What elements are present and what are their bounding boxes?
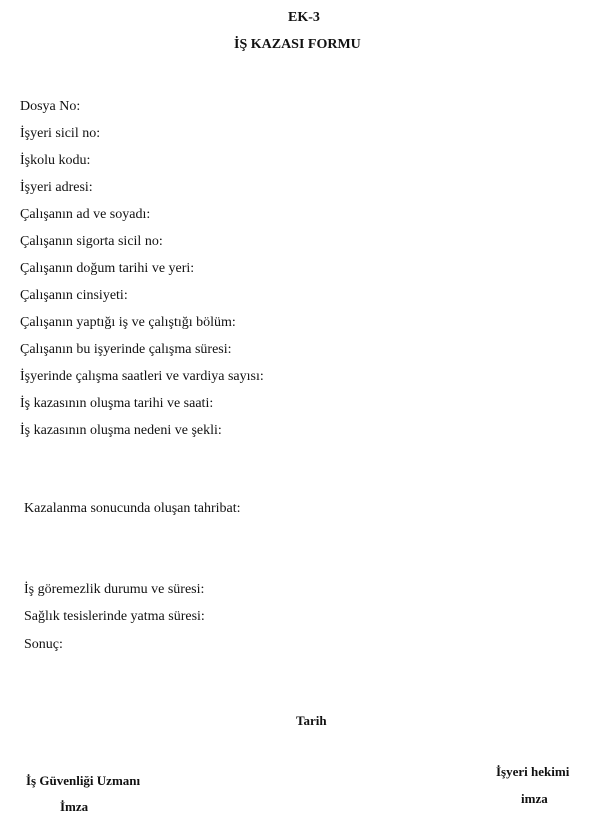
field-accident-damage: Kazalanma sonucunda oluşan tahribat: <box>24 501 241 516</box>
field-workplace-registry-no: İşyeri sicil no: <box>20 126 101 141</box>
field-employee-insurance-no: Çalışanın sigorta sicil no: <box>20 234 163 249</box>
field-hospital-stay: Sağlık tesislerinde yatma süresi: <box>24 609 205 624</box>
field-workplace-address: İşyeri adresi: <box>20 180 93 195</box>
field-employee-name: Çalışanın ad ve soyadı: <box>20 207 151 222</box>
field-file-no: Dosya No: <box>20 99 81 114</box>
field-incapacity-duration: İş göremezlik durumu ve süresi: <box>24 582 205 597</box>
safety-expert-label: İş Güvenliği Uzmanı <box>26 773 141 788</box>
field-accident-cause: İş kazasının oluşma nedeni ve şekli: <box>20 423 222 438</box>
field-employee-gender: Çalışanın cinsiyeti: <box>20 288 128 303</box>
field-accident-date-time: İş kazasının oluşma tarihi ve saati: <box>20 396 214 411</box>
annex-code: EK-3 <box>288 10 320 25</box>
form-title: İŞ KAZASI FORMU <box>234 37 361 52</box>
field-industry-code: İşkolu kodu: <box>20 153 91 168</box>
workplace-doctor-label: İşyeri hekimi <box>496 764 570 779</box>
field-result: Sonuç: <box>24 637 63 652</box>
date-label: Tarih <box>296 713 327 728</box>
workplace-doctor-signature-label: imza <box>521 791 548 806</box>
field-employment-duration: Çalışanın bu işyerinde çalışma süresi: <box>20 342 232 357</box>
field-employee-birth: Çalışanın doğum tarihi ve yeri: <box>20 261 195 276</box>
safety-expert-signature-label: İmza <box>60 799 89 814</box>
field-employee-job-department: Çalışanın yaptığı iş ve çalıştığı bölüm: <box>20 315 236 330</box>
field-working-hours-shifts: İşyerinde çalışma saatleri ve vardiya sayısı: <box>20 369 264 384</box>
